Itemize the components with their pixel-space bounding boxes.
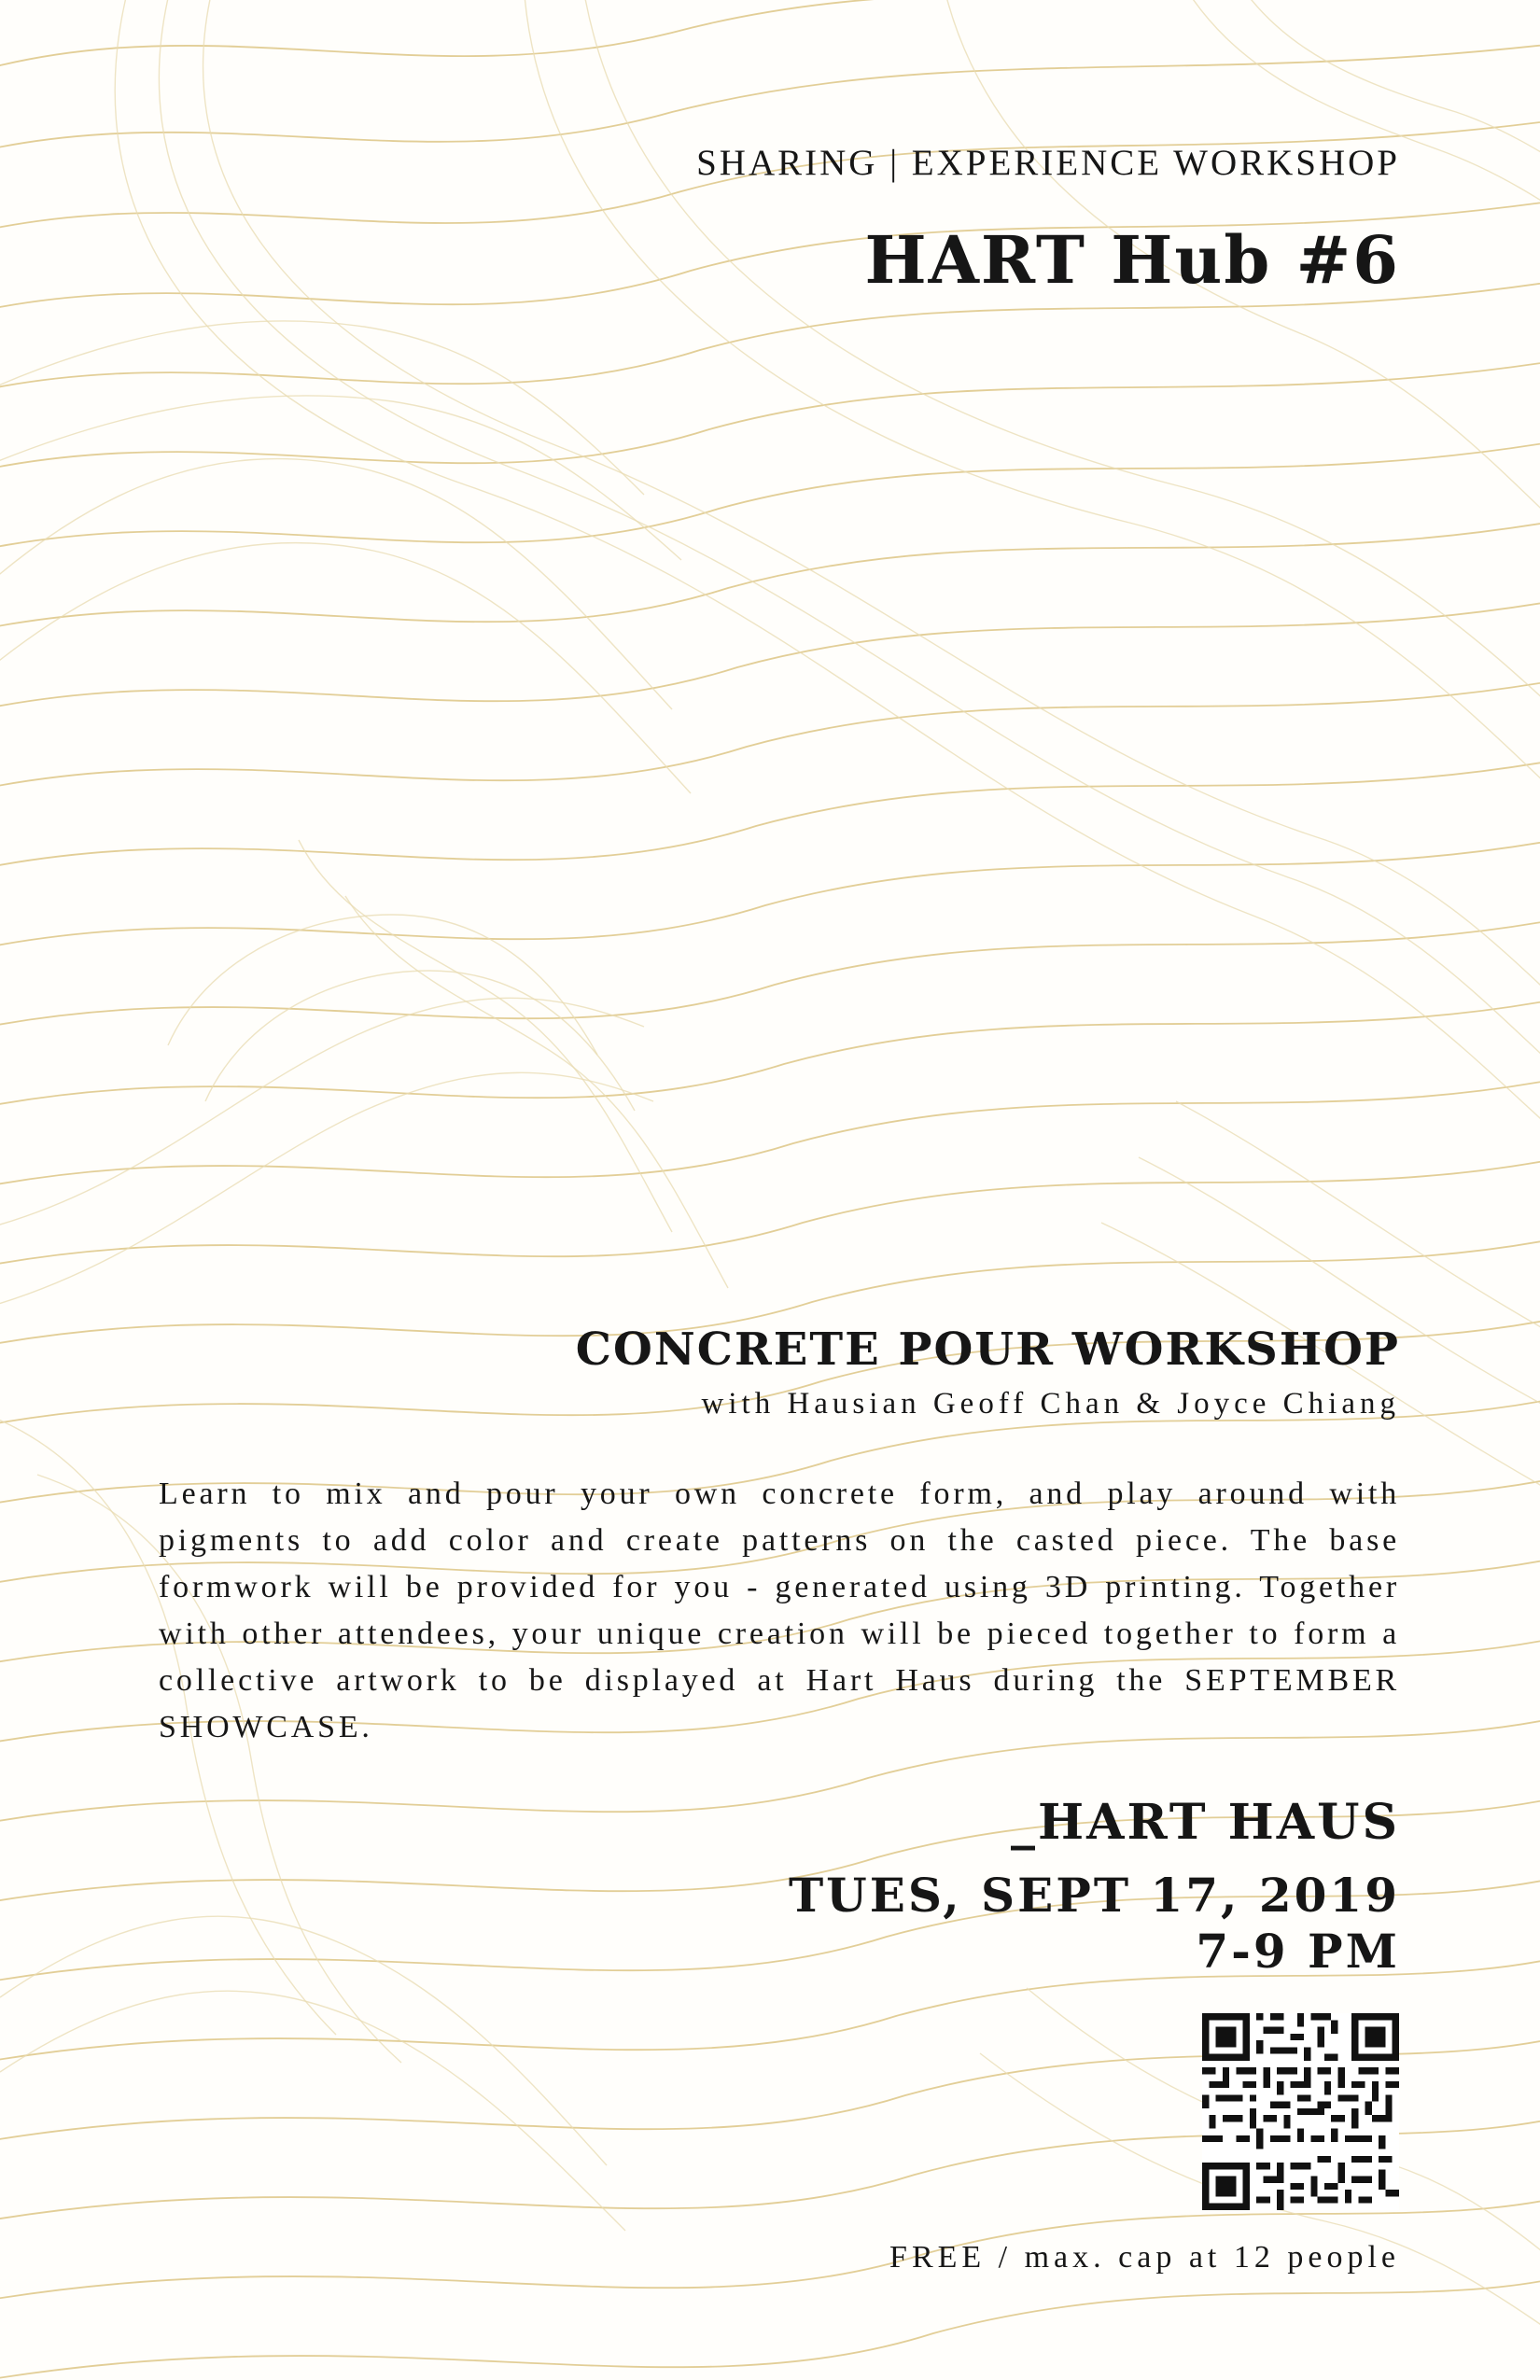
capacity-note: FREE / max. cap at 12 people <box>889 2240 1400 2275</box>
poster-title: HART Hub #6 <box>864 221 1400 299</box>
workshop-hosts: with Hausian Geoff Chan & Joyce Chiang <box>701 1387 1400 1421</box>
qr-code-icon[interactable] <box>1202 2013 1399 2210</box>
workshop-title: CONCRETE POUR WORKSHOP <box>575 1323 1400 1376</box>
event-date: TUES, SEPT 17, 2019 <box>788 1868 1400 1923</box>
event-time: 7-9 PM <box>1196 1924 1400 1979</box>
workshop-description <box>159 1471 1400 1751</box>
description-text: Learn to mix and pour your own concrete form, and play around with pigments to add color and create patterns on the casted piece. The base formwork will be provided for you - generated using 3D printing. Together with other attendees, your unique creation will be pieced together to form a collective artwork to be displayed at Hart Haus during the SEPTEMBER SHOWCASE. <box>159 1477 1400 1744</box>
workshop-series-label: SHARING | EXPERIENCE WORKSHOP <box>696 143 1400 183</box>
venue-name: _HART HAUS <box>1011 1794 1400 1851</box>
